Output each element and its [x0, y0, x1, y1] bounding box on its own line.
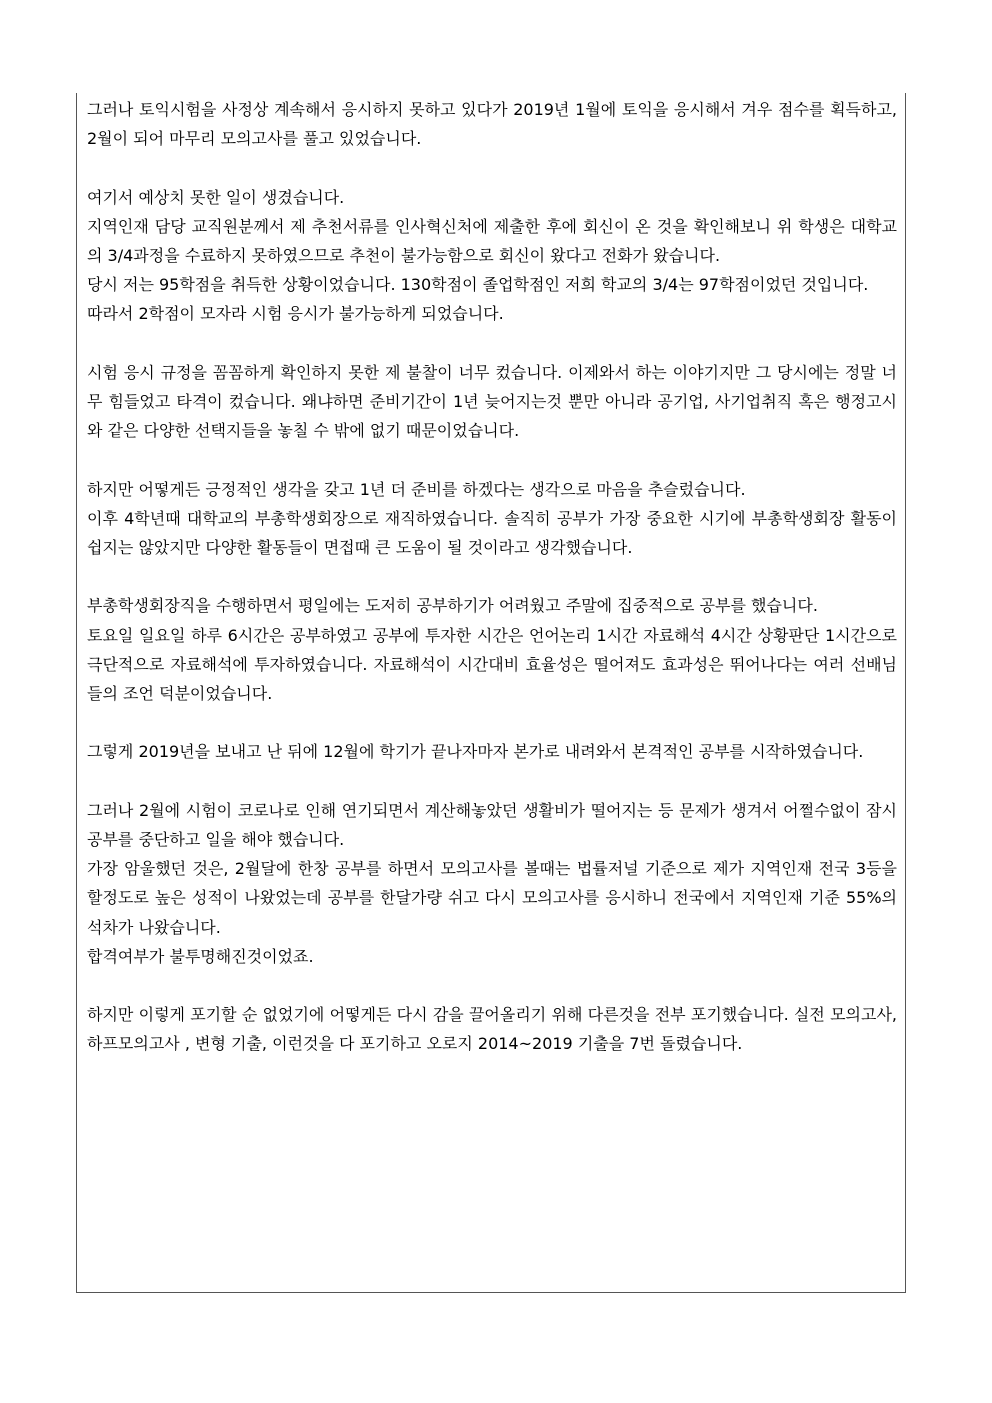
paragraph-7-line-2: 가장 암울했던 것은, 2월달에 한창 공부를 하면서 모의고사를 볼때는 법률저널 기준으로 제가 지역인재 전국 3등을 할정도로 높은 성적이 나왔었는데 공부를 한달가량 쉬고 다시 모의고사를 응시하니 전국에서 지역인재 기준 55%의 석차가 나왔습니다. — [87, 859, 897, 937]
paragraph-6-line-1: 그렇게 2019년을 보내고 난 뒤에 12월에 학기가 끝나자마자 본가로 내려와서 본격적인 공부를 시작하였습니다. — [87, 742, 864, 762]
paragraph-7-line-1: 그러나 2월에 시험이 코로나로 인해 연기되면서 계산해놓았던 생활비가 떨어지는 등 문제가 생겨서 어쩔수없이 잠시 공부를 중단하고 일을 해야 했습니다. — [87, 800, 897, 849]
blank-line — [87, 445, 897, 474]
paragraph-1-line-1: 그러나 토익시험을 사정상 계속해서 응시하지 못하고 있다가 2019년 1월에 토익을 응시해서 겨우 점수를 획득하고, 2월이 되어 마무리 모의고사를 풀고 있었습니다. — [87, 100, 897, 149]
blank-line — [87, 767, 897, 796]
paragraph-8-line-1: 하지만 이렇게 포기할 순 없었기에 어떻게든 다시 감을 끌어올리기 위해 다른것을 전부 포기했습니다. 실전 모의고사, 하프모의고사 , 변형 기출, 이런것을 다 포기하고 오로지 2014~2019 기출을 7번 돌렸습니다. — [87, 1005, 897, 1054]
paragraph-5-line-1: 부총학생회장직을 수행하면서 평일에는 도저히 공부하기가 어려웠고 주말에 집중적으로 공부를 했습니다. — [87, 596, 818, 616]
paragraph-4-line-2: 이후 4학년때 대학교의 부총학생회장으로 재직하였습니다. 솔직히 공부가 가장 중요한 시기에 부총학생회장 활동이 쉽지는 않았지만 다양한 활동들이 면접때 큰 도움이 될 것이라고 생각했습니다. — [87, 508, 897, 557]
paragraph-2-line-4: 따라서 2학점이 모자라 시험 응시가 불가능하게 되었습니다. — [87, 304, 504, 324]
paragraph-2-line-1: 여기서 예상치 못한 일이 생겼습니다. — [87, 187, 345, 207]
blank-line — [87, 708, 897, 737]
paragraph-2-line-2: 지역인재 담당 교직원분께서 제 추천서류를 인사혁신처에 제출한 후에 회신이 온 것을 확인해보니 위 학생은 대학교의 3/4과정을 수료하지 못하였으므로 추천이 불가능함으로 회신이 왔다고 전화가 왔습니다. — [87, 216, 897, 265]
document-body — [87, 95, 897, 1059]
paragraph-5-line-2: 토요일 일요일 하루 6시간은 공부하였고 공부에 투자한 시간은 언어논리 1시간 자료해석 4시간 상황판단 1시간으로 극단적으로 자료해석에 투자하였습니다. 자료해석이 시간대비 효율성은 떨어져도 효과성은 뛰어나다는 여러 선배님들의 조언 덕분이었습니다. — [87, 625, 897, 703]
paragraph-3-line-1: 시험 응시 규정을 꼼꼼하게 확인하지 못한 제 불찰이 너무 컸습니다. 이제와서 하는 이야기지만 그 당시에는 정말 너무 힘들었고 타격이 컸습니다. 왜냐하면 준비기간이 1년 늦어지는것 뿐만 아니라 공기업, 사기업취직 혹은 행정고시와 같은 다양한 선택지들을 놓칠 수 밖에 없기 때문이었습니다. — [87, 362, 897, 441]
paragraph-7-line-3: 합격여부가 불투명해진것이었죠. — [87, 946, 314, 966]
blank-line — [87, 153, 897, 182]
blank-line — [87, 329, 897, 358]
paragraph-2-line-3: 당시 저는 95학점을 취득한 상황이었습니다. 130학점이 졸업학점인 저희 학교의 3/4는 97학점이었던 것입니다. — [87, 275, 869, 295]
blank-line — [87, 562, 897, 591]
paragraph-4-line-1: 하지만 어떻게든 긍정적인 생각을 갖고 1년 더 준비를 하겠다는 생각으로 마음을 추슬렀습니다. — [87, 479, 746, 499]
document-frame — [76, 93, 906, 1293]
blank-line — [87, 971, 897, 1000]
